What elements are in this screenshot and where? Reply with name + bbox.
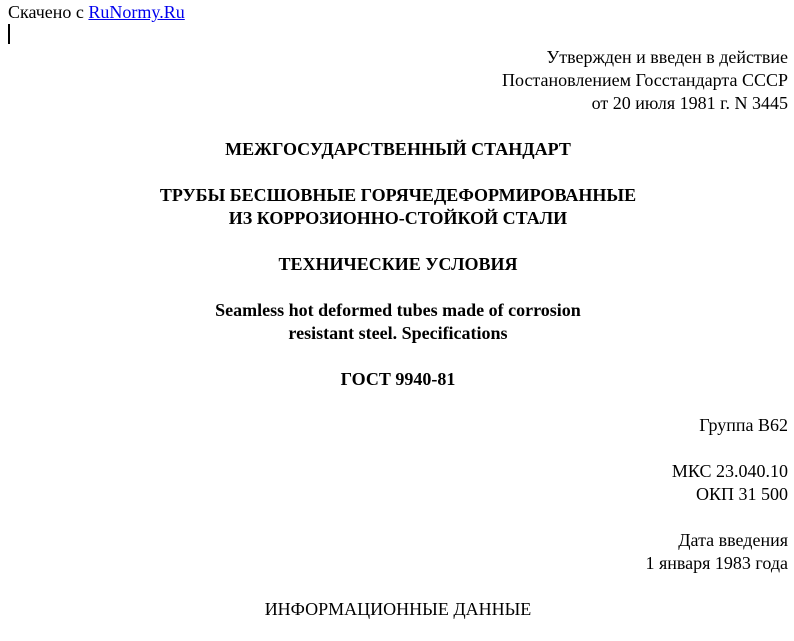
okp-code: ОКП 31 500 [695, 484, 788, 504]
introduction-date-block [645, 529, 788, 575]
english-title [0, 299, 794, 345]
specifications-heading: ТЕХНИЧЕСКИЕ УСЛОВИЯ [278, 254, 518, 274]
document-title-line-1: ТРУБЫ БЕСШОВНЫЕ ГОРЯЧЕДЕФОРМИРОВАННЫЕ [159, 185, 637, 205]
text-cursor [8, 24, 10, 44]
download-source-line [8, 2, 185, 23]
english-title-line-1: Seamless hot deformed tubes made of corrosion [215, 300, 581, 320]
approval-line-3: от 20 июля 1981 г. N 3445 [591, 93, 788, 113]
information-data-heading: ИНФОРМАЦИОННЫЕ ДАННЫЕ [264, 599, 532, 619]
gost-designation: ГОСТ 9940-81 [340, 369, 456, 389]
english-title-line-2: resistant steel. Specifications [288, 323, 508, 343]
standard-type-heading: МЕЖГОСУДАРСТВЕННЫЙ СТАНДАРТ [225, 139, 571, 159]
document-title [0, 184, 794, 230]
approval-line-1: Утвержден и введен в действие [546, 47, 788, 67]
mks-code: МКС 23.040.10 [671, 461, 788, 481]
approval-block [502, 46, 788, 115]
approval-line-2: Постановлением Госстандарта СССР [502, 70, 788, 90]
classification-block [672, 460, 788, 506]
introduction-date-label: Дата введения [678, 530, 788, 550]
introduction-date-value: 1 января 1983 года [645, 553, 788, 573]
runormy-link[interactable]: RuNormy.Ru [88, 2, 185, 22]
download-source-prefix: Скачено с [8, 2, 89, 22]
group-code: Группа В62 [699, 415, 788, 435]
document-title-line-2: ИЗ КОРРОЗИОННО-СТОЙКОЙ СТАЛИ [228, 208, 568, 228]
